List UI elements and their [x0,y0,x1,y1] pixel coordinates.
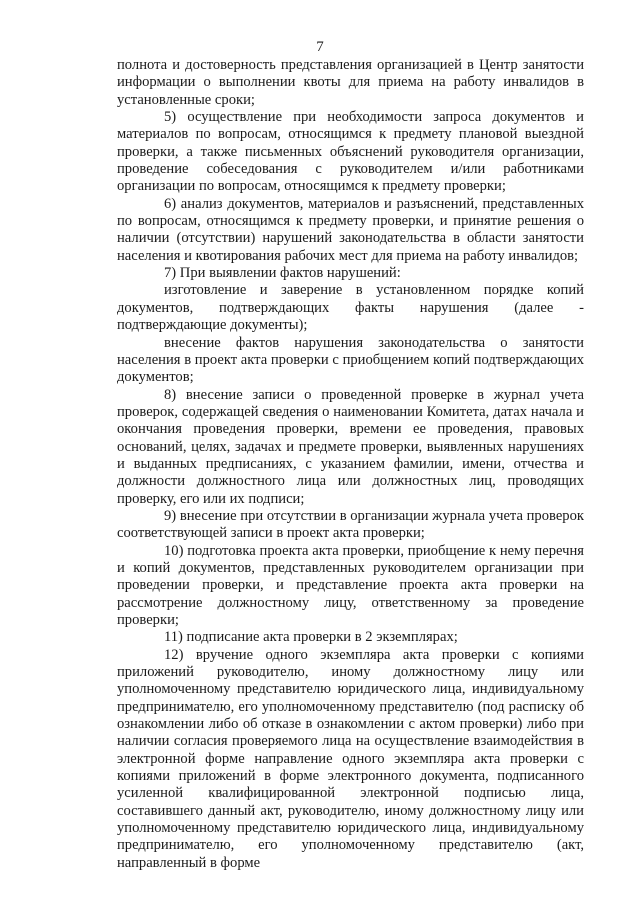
paragraph-item-6: 6) анализ документов, материалов и разъяснений, представленных по вопросам, относящимся к предмету проверки, и принятие решения о наличии (отсутствии) нарушений законодательства в области занятости населения и квотирования рабочих мест для приема на работу инвалидов; [117,195,584,264]
paragraph-continuation: полнота и достоверность представления организацией в Центр занятости информации о выполнении квоты для приема на работу инвалидов в установленные сроки; [117,57,584,108]
document-body [117,57,584,872]
paragraph-item-11: 11) подписание акта проверки в 2 экземплярах; [164,629,458,646]
paragraph-item-7-sub-2: внесение фактов нарушения законодательства о занятости населения в проект акта проверки с приобщением копий подтверждающих документов; [117,334,584,386]
paragraph-item-7-sub-1: изготовление и заверение в установленном порядке копий документов, подтверждающих факты нарушения (далее - подтверждающие документы); [117,282,584,334]
paragraph-item-7: 7) При выявлении фактов нарушений: [164,265,401,282]
paragraph-item-9: 9) внесение при отсутствии в организации журнала учета проверок соответствующей записи в проект акта проверки; [117,507,584,542]
paragraph-item-8: 8) внесение записи о проведенной проверке в журнал учета проверок, содержащей сведения о наименовании Комитета, датах начала и окончания проведения проверки, времени ее проведения, правовых оснований, целях, задачах и предмете проверки, выявленных нарушениях и выданных предписаниях, с указанием фамилии, имени, отчества и должности должностного лица или должностных лиц, проводящих проверку, его или их подписи; [117,386,584,507]
paragraph-item-5: 5) осуществление при необходимости запроса документов и материалов по вопросам, относящимся к предмету плановой выездной проверки, а также письменных объяснений руководителя организации, проведение собеседования с руководителем и/или работниками организации по вопросам, относящимся к предмету проверки; [117,109,584,195]
paragraph-item-10: 10) подготовка проекта акта проверки, приобщение к нему перечня и копий документов, представленных руководителем организации при проведении проверки, и представление проекта акта проверки на рассмотрение должностному лицу, ответственному за проведение проверки; [117,542,584,628]
paragraph-item-12: 12) вручение одного экземпляра акта проверки с копиями приложений руководителю, иному должностному лицу или уполномоченному представителю юридического лица, индивидуальному предпринимателю, его уполномоченному представителю (под расписку об ознакомлении либо об отказе в ознакомлении с актом проверки) либо при наличии согласия проверяемого лица на осуществление взаимодействия в электронной форме направление одного экземпляра акта проверки с копиями приложений в форме электронного документа, подписанного усиленной квалифицированной электронной подписью лица, составившего данный акт, руководителю, иному должностному лицу или уполномоченному представителю юридического лица, индивидуальному предпринимателю, его уполномоченному представителю (акт, направленный в форме [117,646,584,871]
page-number: 7 [316,39,324,55]
